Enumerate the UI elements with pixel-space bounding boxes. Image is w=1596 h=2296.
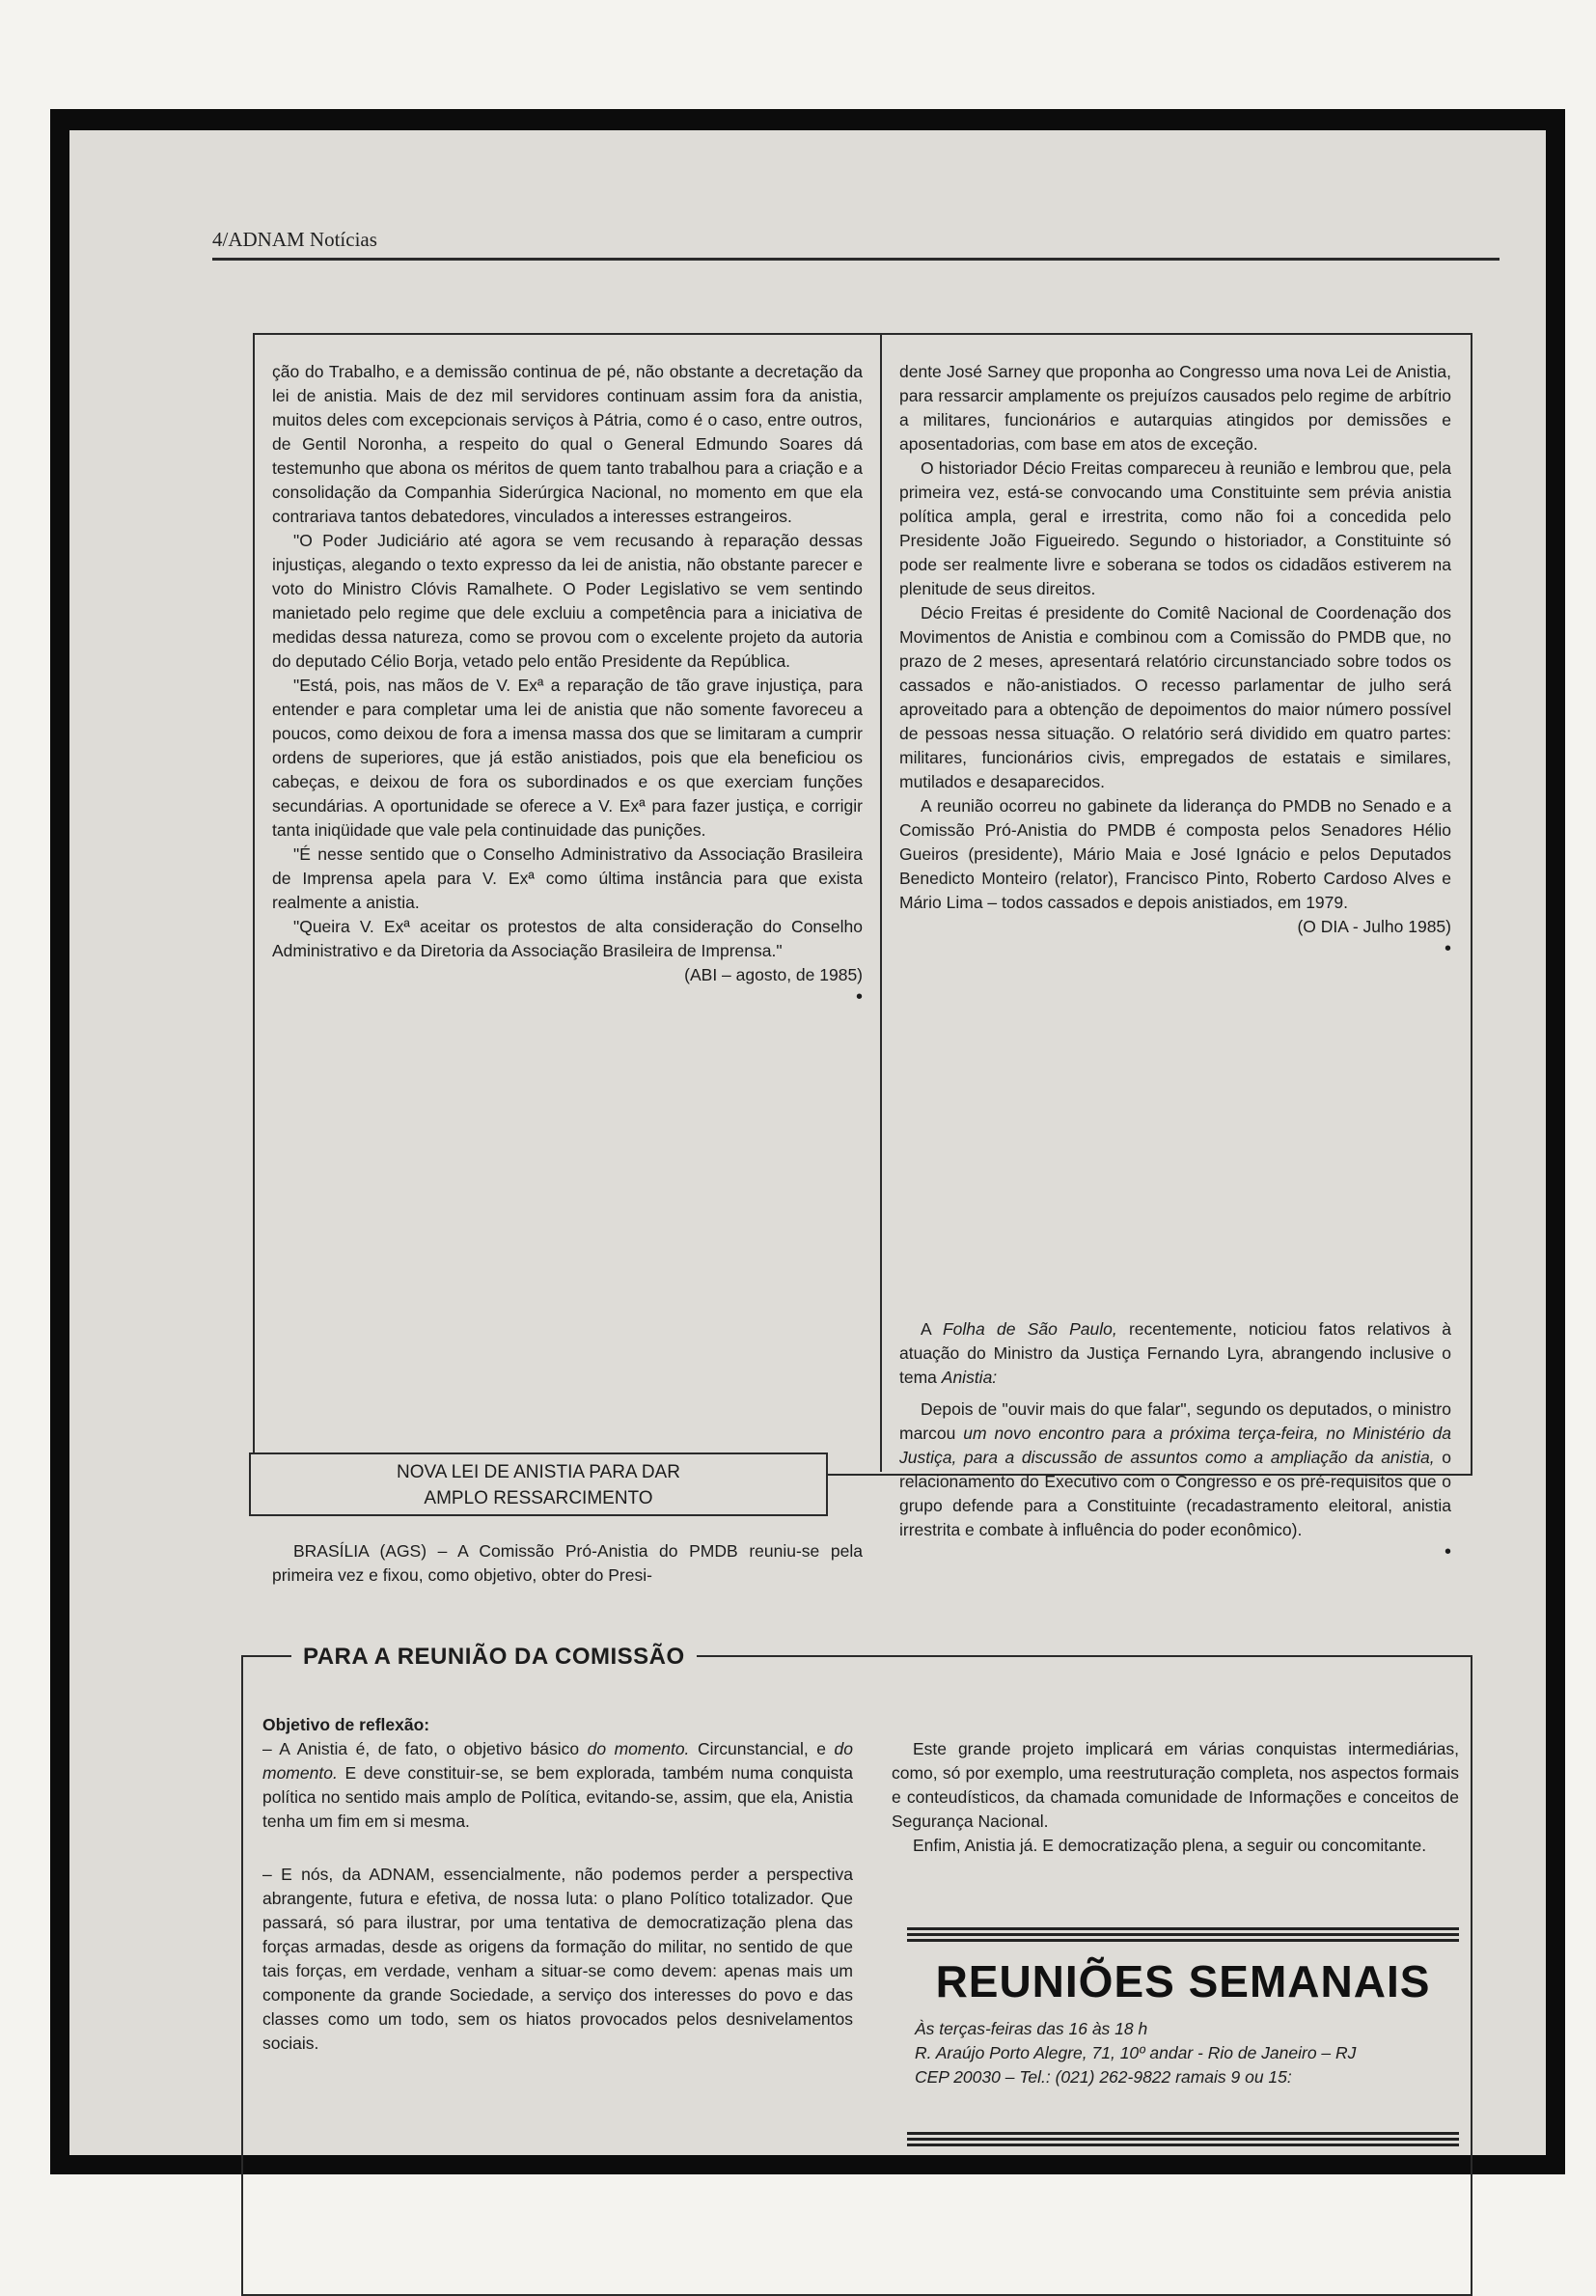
article-heading-box xyxy=(249,1452,828,1516)
article-nova-lei-paragraph: O historiador Décio Freitas compareceu à reunião e lembrou que, pela primeira vez, está-se convocando uma Constituinte sem prévia anistia política ampla, geral e irrestrita, como não foi a concedida pelo Presidente João Figueiredo. Segundo o historiador, a Constituinte só pode ser realmente livre e soberana se todos os cidadãos estiverem na plenitude de seus direitos. xyxy=(899,458,1451,598)
end-mark: • xyxy=(1444,1541,1451,1563)
comissao-left xyxy=(262,1713,853,2056)
rules-bottom xyxy=(907,2132,1459,2149)
comissao-title: PARA A REUNIÃO DA COMISSÃO xyxy=(291,1644,697,1671)
article-nova-lei-paragraph: dente José Sarney que proponha ao Congresso uma nova Lei de Anistia, para ressarcir amplamente os prejuízos causados pelo regime de arbítrio a militares, funcionários e autarquias atingidos por demissões e aposentadorias, com base em atos de exceção. xyxy=(899,362,1451,454)
page-header xyxy=(212,219,1500,261)
rule xyxy=(907,2138,1459,2141)
comissao-paragraph: – E nós, da ADNAM, essencialmente, não podemos perder a perspectiva abrangente, futura e efetiva, de nossa luta: o plano Político totalizador. Que passará, só para ilustrar, por uma tentativa de democratização plena das forças armadas, desde as origens da formação do militar, no sentido de que tais forças, em verdade, venham a situar-se como devem: apenas mais um componente da grande Sociedade, a serviço dos interesses do povo e das classes como um todo, sem os hiatos provocados pelos desnivelamentos sociais. xyxy=(262,1865,853,2053)
reunioes-contact: CEP 20030 – Tel.: (021) 262-9822 ramais 9 ou 15: xyxy=(915,2067,1292,2087)
column-divider xyxy=(880,333,882,1472)
article-abi-paragraph: "Queira V. Exª aceitar os protestos de alta consideração do Conselho Administrativo e da Diretoria da Associação Brasileira de Imprensa." xyxy=(272,917,863,960)
article-folha-paragraph: A Folha de São Paulo, recentemente, noticiou fatos relativos à atuação do Ministro da Justiça Fernando Lyra, abrangendo inclusive o tema Anistia: xyxy=(899,1319,1451,1387)
rule xyxy=(907,2132,1459,2135)
article-folha xyxy=(899,1317,1451,1562)
article-nova-lei-paragraph: A reunião ocorreu no gabinete da liderança do PMDB no Senado e a Comissão Pró-Anistia do PMDB é composta pelos Senadores Hélio Gueiros (presidente), Mário Maia e José Ignácio e pelos Deputados Benedicto Monteiro (relator), Francisco Pinto, Roberto Cardoso Alves e Mário Lima – todos cassados e depois anistiados, em 1979. xyxy=(899,796,1451,912)
comissao-right xyxy=(892,1737,1459,1858)
page xyxy=(69,130,1546,2155)
article-nova-lei xyxy=(899,360,1451,958)
article-abi-source: (ABI – agosto, de 1985) xyxy=(684,965,863,984)
reunioes-schedule: Às terças-feiras das 16 às 18 h xyxy=(915,2019,1148,2038)
page-header-title: 4/ADNAM Notícias xyxy=(212,228,377,251)
reunioes-address: R. Araújo Porto Alegre, 71, 10º andar - Rio de Janeiro – RJ xyxy=(915,2043,1357,2062)
comissao-paragraph: Este grande projeto implicará em várias conquistas intermediárias, como, só por exemplo, uma reestruturação completa, nos aspectos formais e conteudísticos, da chamada comunidade de Informações e conceitos de Segurança Nacional. xyxy=(892,1739,1459,1831)
article-abi xyxy=(272,360,863,1007)
article-nova-lei-source: (O DIA - Julho 1985) xyxy=(1297,917,1451,936)
comissao-paragraph: Enfim, Anistia já. E democratização plena, a seguir ou concomitante. xyxy=(913,1836,1427,1855)
end-mark: • xyxy=(855,986,863,1008)
article-abi-paragraph: ção do Trabalho, e a demissão continua de pé, não obstante a decretação da lei de anistia. Mais de dez mil servidores continuam assim fora da anistia, muitos deles com excepcionais serviços à Pátria, como é o caso, entre outros, de Gentil Noronha, a respeito do qual o General Edmundo Soares dá testemunho que abona os méritos de quem tanto trabalhou para a criação e a consolidação da Companhia Siderúrgica Nacional, no momento em que ela contrariava tantos debatedores, vinculados a interesses estrangeiros. xyxy=(272,362,863,526)
article-abi-paragraph: "Está, pois, nas mãos de V. Exª a reparação de tão grave injustiça, para entender e para completar uma lei de anistia que não somente favoreceu a poucos, como deixou de fora a imensa massa dos que se limitaram a cumprir ordens de superiores, que já estão anistiados, pois que ela beneficiou os cabeças, e deixou de fora os subordinados e os que exerciam funções secundárias. A oportunidade se oferece a V. Exª para fazer justiça, e corrigir tanta iniqüidade que vale pela continuidade das punições. xyxy=(272,676,863,840)
reunioes-title: REUNIÕES SEMANAIS xyxy=(935,1956,1431,2006)
article-heading-line1: NOVA LEI DE ANISTIA PARA DAR xyxy=(397,1462,680,1482)
reunioes-semanais-box xyxy=(907,1927,1459,2149)
article-nova-lei-paragraph: BRASÍLIA (AGS) – A Comissão Pró-Anistia do PMDB reuniu-se pela primeira vez e fixou, como objetivo, obter do Presi- xyxy=(272,1541,863,1585)
rule xyxy=(907,1933,1459,1936)
article-nova-lei-start xyxy=(272,1539,863,1588)
end-mark: • xyxy=(1444,938,1451,959)
scan-border xyxy=(50,109,1565,2174)
comissao-paragraph: – A Anistia é, de fato, o objetivo básico do momento. Circunstancial, e do momento. E deve constituir-se, se bem explorada, também numa conquista política no sentido mais amplo de Política, evitando-se, assim, que ela, Anistia tenha um fim em si mesma. xyxy=(262,1739,853,1831)
article-abi-paragraph: "O Poder Judiciário até agora se vem recusando à reparação dessas injustiças, alegando o texto expresso da lei de anistia, não obstante parecer e voto do Ministro Clóvis Ramalhete. O Poder Legislativo se vem sentindo manietado pelo regime que dele excluiu a competência para a iniciativa de medidas dessa natureza, como se provou com o excelente projeto da autoria do deputado Célio Borja, vetado pelo então Presidente da República. xyxy=(272,531,863,671)
rule xyxy=(907,1927,1459,1930)
article-folha-paragraph: Depois de "ouvir mais do que falar", segundo os deputados, o ministro marcou um novo encontro para a próxima terça-feira, no Ministério da Justiça, para a discussão de assuntos como a ampliação da anistia, o relacionamento do Executivo com o Congresso e os pré-requisitos que o grupo defende para a Constituinte (recadastramento eleitoral, anistia irrestrita e combate à influência do poder econômico). xyxy=(899,1399,1451,1539)
article-nova-lei-paragraph: Décio Freitas é presidente do Comitê Nacional de Coordenação dos Movimentos de Anistia e combinou com a Comissão do PMDB que, no prazo de 2 meses, apresentará relatório circunstanciado sobre todos os cassados e não-anistiados. O recesso parlamentar de julho será aproveitado para a obtenção de depoimentos do maior número possível de pessoas nessa situação. O relatório será dividido em quatro partes: militares, funcionários civis, empregados de estatais e similares, mutilados e desaparecidos. xyxy=(899,603,1451,791)
rule xyxy=(907,1939,1459,1942)
article-heading-line2: AMPLO RESSARCIMENTO xyxy=(424,1488,653,1508)
objective-label: Objetivo de reflexão: xyxy=(262,1715,430,1734)
rule xyxy=(907,2144,1459,2146)
article-abi-paragraph: "É nesse sentido que o Conselho Administrativo da Associação Brasileira de Imprensa apela para V. Exª como última instância para que exista realmente a anistia. xyxy=(272,844,863,912)
